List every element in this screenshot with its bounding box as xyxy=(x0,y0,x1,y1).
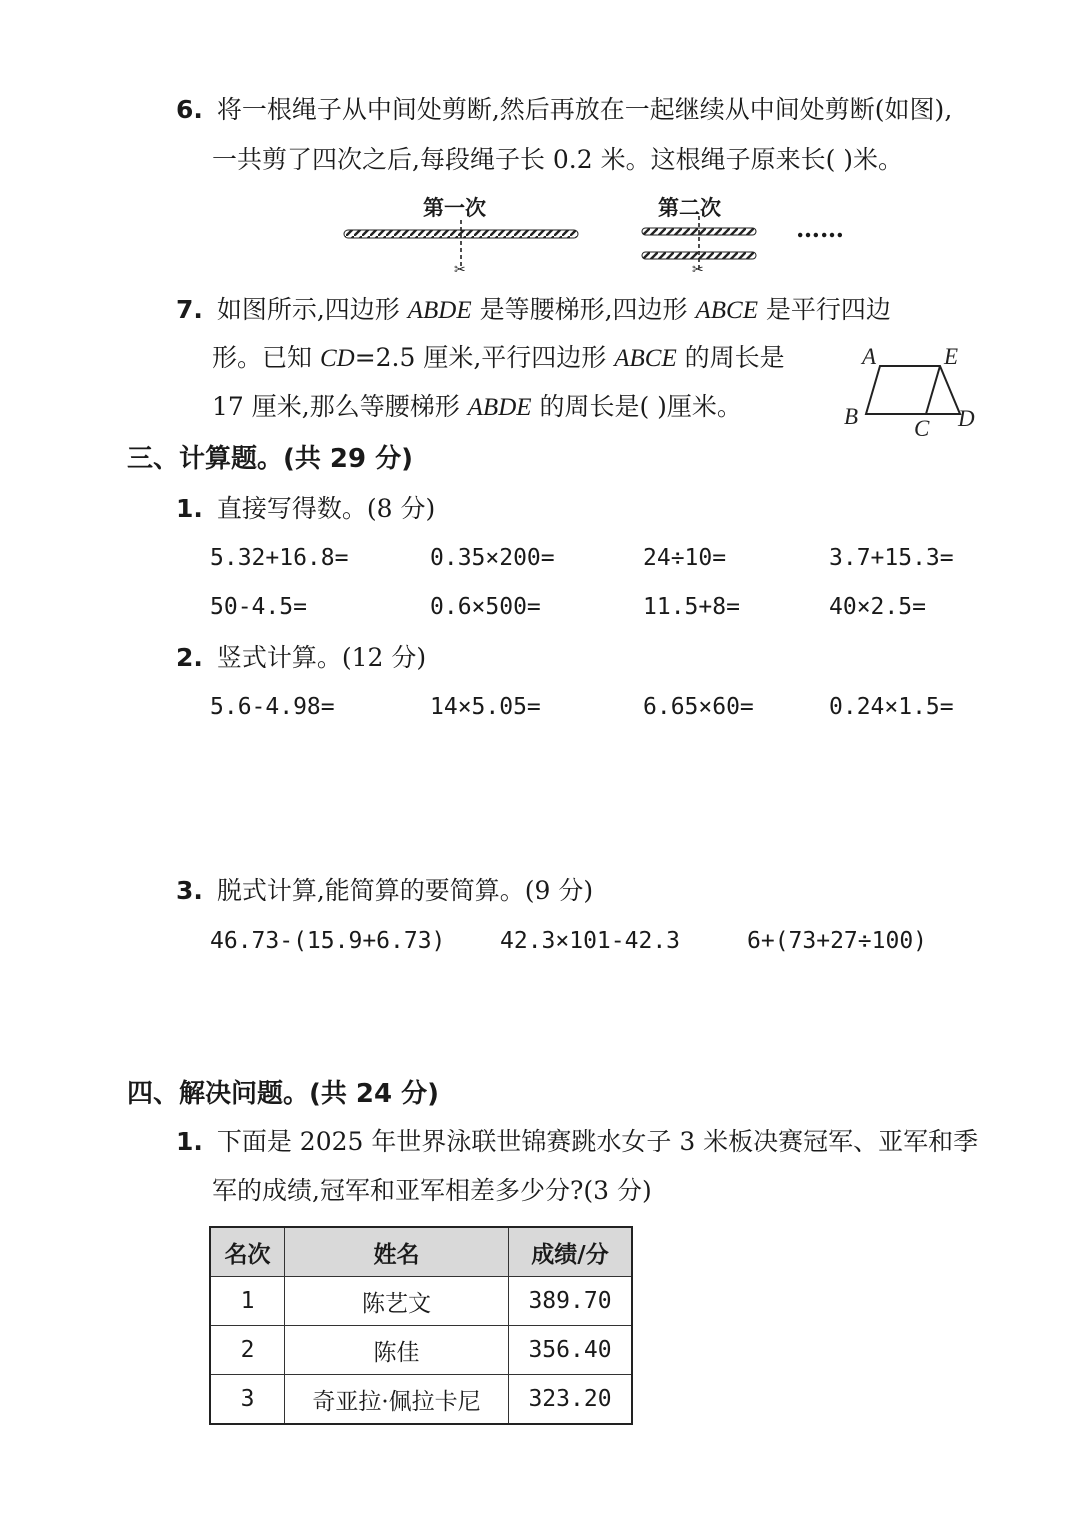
q7-text-1c: 是等腰梯形,四边形 xyxy=(471,295,696,324)
q7-text-3c: 的周长是( )厘米。 xyxy=(531,392,742,421)
label-a: A xyxy=(862,344,877,369)
s3-p2-number: 2. xyxy=(176,643,203,672)
fig-dots: …… xyxy=(796,214,844,243)
table-header-row xyxy=(210,1227,632,1277)
s3-p1-number: 1. xyxy=(176,494,203,523)
trapezoid-shape xyxy=(866,366,960,414)
q7-text-1d: ABCE xyxy=(695,297,758,324)
scissors-icon-first: ✂ xyxy=(454,262,466,278)
q7-number: 7. xyxy=(176,295,203,324)
label-d: D xyxy=(958,406,975,431)
q7-text-1a: 如图所示,四边形 xyxy=(216,295,408,324)
trapezoid-figure xyxy=(838,340,988,444)
calc-1-4: 3.7+15.3= xyxy=(829,545,954,571)
calc-1-7: 11.5+8= xyxy=(643,594,740,620)
label-b: B xyxy=(844,404,859,429)
scissors-icon-second: ✂ xyxy=(692,262,704,278)
s3-p3-title: 脱式计算,能简算的要简算。(9 分) xyxy=(216,876,594,905)
table-row xyxy=(210,1375,632,1425)
q7-text-1e: 是平行四边 xyxy=(757,295,891,324)
calc-3-1: 46.73-(15.9+6.73) xyxy=(210,928,446,954)
section4-title: 四、解决问题。(共 24 分) xyxy=(127,1079,440,1109)
s3-p3-number: 3. xyxy=(176,876,203,905)
scores-table xyxy=(209,1226,633,1425)
q6-line2: 一共剪了四次之后,每段绳子长 0.2 米。这根绳子原来长( )米。 xyxy=(212,145,904,174)
q7-text-3a: 17 厘米,那么等腰梯形 xyxy=(212,392,468,421)
label-c: C xyxy=(914,416,930,441)
cell-rank: 1 xyxy=(210,1277,285,1326)
rope-figure xyxy=(330,212,770,278)
q7-text-2e: 的周长是 xyxy=(676,343,785,372)
label-e: E xyxy=(944,344,959,369)
calc-2-4: 0.24×1.5= xyxy=(829,694,954,720)
calc-1-5: 50-4.5= xyxy=(210,594,307,620)
cell-name: 陈佳 xyxy=(285,1326,509,1375)
s4-p1-number: 1. xyxy=(176,1127,203,1156)
s3-p1-heading xyxy=(176,491,435,527)
header-score: 成绩/分 xyxy=(509,1227,633,1277)
s3-p2-title: 竖式计算。(12 分) xyxy=(216,643,427,672)
s3-p1-title: 直接写得数。(8 分) xyxy=(216,494,436,523)
calc-1-3: 24÷10= xyxy=(643,545,727,571)
s4-p1-line2: 军的成绩,冠军和亚军相差多少分?(3 分) xyxy=(212,1176,652,1205)
fig-first-label: 第一次 xyxy=(423,196,486,220)
q7-text-1b: ABDE xyxy=(407,297,472,324)
header-name: 姓名 xyxy=(285,1227,509,1277)
q7-text-2a: 形。已知 xyxy=(212,343,320,372)
cell-score: 389.70 xyxy=(509,1277,633,1326)
s4-p1-line1 xyxy=(176,1124,978,1160)
calc-2-2: 14×5.05= xyxy=(430,694,541,720)
segment-ce xyxy=(926,366,940,414)
cell-rank: 2 xyxy=(210,1326,285,1375)
header-rank: 名次 xyxy=(210,1227,285,1277)
q7-text-2b: CD xyxy=(319,345,355,372)
cell-score: 356.40 xyxy=(509,1326,633,1375)
q7-text-2d: ABCE xyxy=(614,345,677,372)
q6-line1 xyxy=(176,92,952,128)
table-row xyxy=(210,1277,632,1326)
q7-line3 xyxy=(212,389,742,426)
calc-3-2: 42.3×101-42.3 xyxy=(500,928,681,954)
q7-line2 xyxy=(212,340,785,377)
calc-1-1: 5.32+16.8= xyxy=(210,545,349,571)
calc-3-3: 6+(73+27÷100) xyxy=(747,928,928,954)
fig-second-label: 第二次 xyxy=(658,196,721,220)
cell-rank: 3 xyxy=(210,1375,285,1425)
cell-score: 323.20 xyxy=(509,1375,633,1425)
q6-number: 6. xyxy=(176,95,203,124)
q7-text-3b: ABDE xyxy=(467,394,532,421)
calc-2-1: 5.6-4.98= xyxy=(210,694,335,720)
q7-line1 xyxy=(176,292,891,329)
table-row xyxy=(210,1326,632,1375)
s4-p1-text-1: 下面是 2025 年世界泳联世锦赛跳水女子 3 米板决赛冠军、亚军和季 xyxy=(216,1127,979,1156)
s3-p2-heading xyxy=(176,640,426,676)
calc-1-6: 0.6×500= xyxy=(430,594,541,620)
calc-2-3: 6.65×60= xyxy=(643,694,754,720)
s3-p3-heading xyxy=(176,873,593,909)
q6-text-1: 将一根绳子从中间处剪断,然后再放在一起继续从中间处剪断(如图), xyxy=(216,95,953,124)
cell-name: 奇亚拉·佩拉卡尼 xyxy=(285,1375,509,1425)
calc-1-2: 0.35×200= xyxy=(430,545,555,571)
q7-text-2c: =2.5 厘米,平行四边形 xyxy=(354,343,615,372)
section3-title: 三、计算题。(共 29 分) xyxy=(127,444,414,474)
calc-1-8: 40×2.5= xyxy=(829,594,926,620)
cell-name: 陈艺文 xyxy=(285,1277,509,1326)
